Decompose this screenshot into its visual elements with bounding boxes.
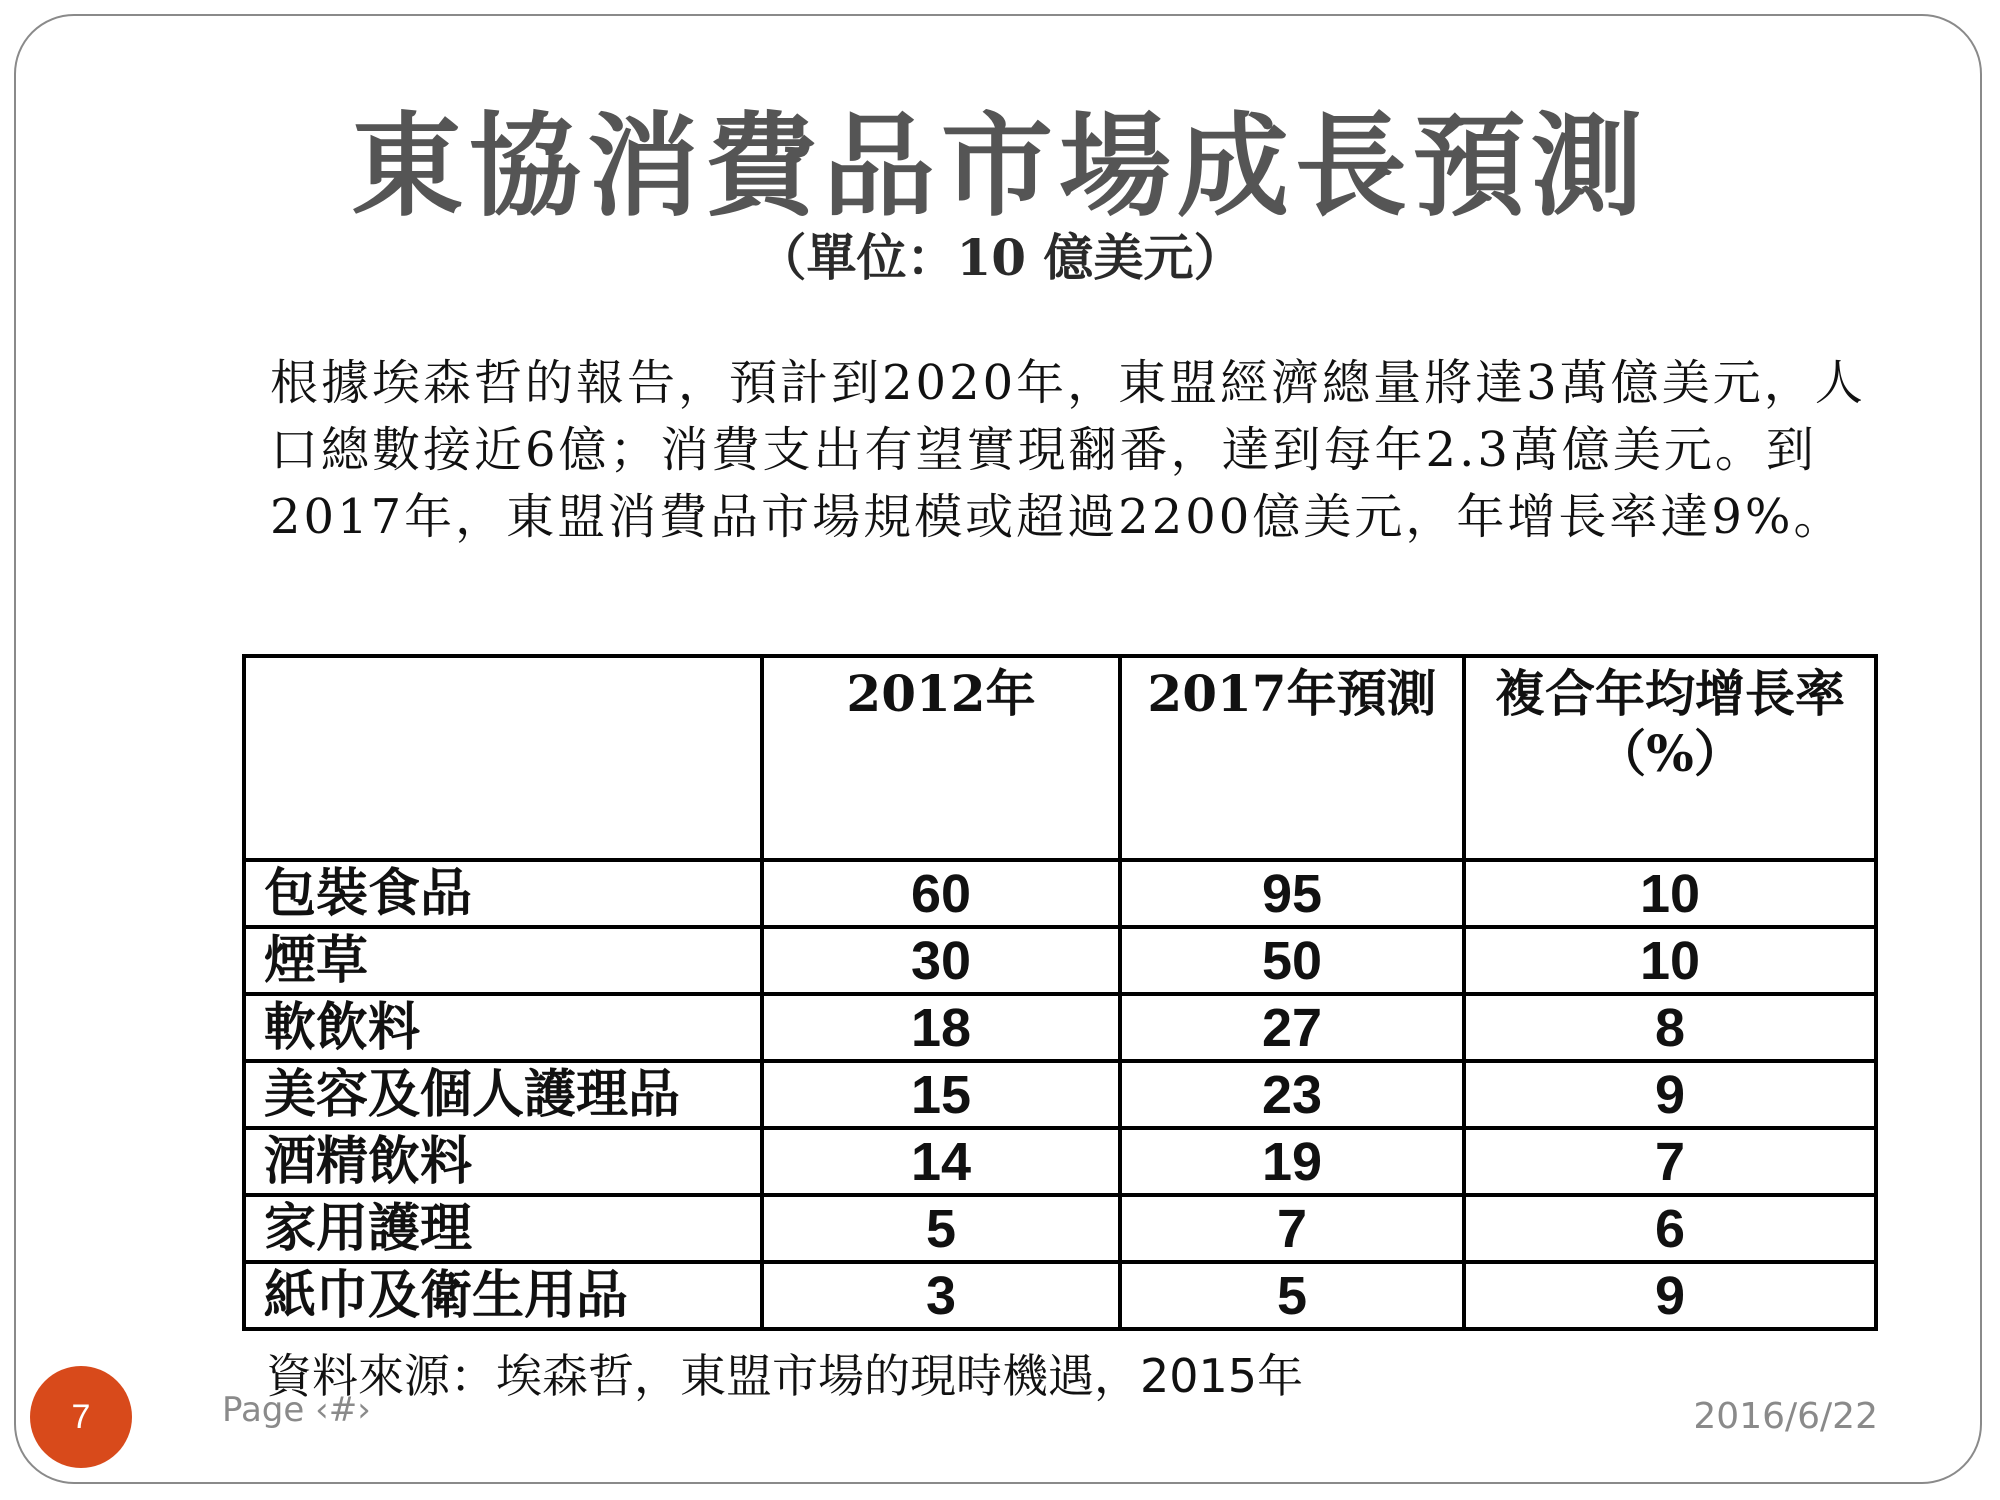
row-2017: 50: [1120, 927, 1464, 994]
header-cagr: 複合年均增長率（%）: [1464, 656, 1876, 860]
table-row: [244, 1262, 1876, 1329]
slide-subtitle: （單位：10 億美元）: [756, 228, 1244, 287]
row-cagr: 9: [1464, 1262, 1876, 1329]
header-category: [244, 656, 762, 860]
table-row: [244, 927, 1876, 994]
row-category: 煙草: [244, 927, 762, 994]
row-2012: 18: [762, 994, 1120, 1061]
row-category: 美容及個人護理品: [244, 1061, 762, 1128]
row-2012: 5: [762, 1195, 1120, 1262]
row-cagr: 6: [1464, 1195, 1876, 1262]
row-2017: 27: [1120, 994, 1464, 1061]
row-2017: 5: [1120, 1262, 1464, 1329]
row-2017: 95: [1120, 860, 1464, 927]
row-category: 紙巾及衛生用品: [244, 1262, 762, 1329]
row-2012: 15: [762, 1061, 1120, 1128]
slide-date: 2016/6/22: [1693, 1396, 1878, 1437]
table-row: [244, 1061, 1876, 1128]
header-2012: 2012年: [762, 656, 1120, 860]
page-label: Page ‹#›: [222, 1390, 371, 1430]
summary-paragraph: 根據埃森哲的報告，預計到2020年，東盟經濟總量將達3萬億美元，人口總數接近6億；消費支出有望實現翻番，達到每年2.3萬億美元。到2017年，東盟消費品市場規模或超過2200億美元，年增長率達9%。: [270, 355, 1866, 545]
row-2017: 23: [1120, 1061, 1464, 1128]
table-header-row: [244, 656, 1876, 860]
row-2012: 14: [762, 1128, 1120, 1195]
table-row: [244, 994, 1876, 1061]
page-number-badge: 7: [30, 1366, 132, 1468]
row-cagr: 8: [1464, 994, 1876, 1061]
table-row: [244, 860, 1876, 927]
row-category: 家用護理: [244, 1195, 762, 1262]
row-cagr: 10: [1464, 927, 1876, 994]
header-2017-forecast: 2017年預測: [1120, 656, 1464, 860]
row-2017: 19: [1120, 1128, 1464, 1195]
row-category: 包裝食品: [244, 860, 762, 927]
row-2012: 30: [762, 927, 1120, 994]
slide-title: 東協消費品市場成長預測: [351, 101, 1649, 232]
row-2017: 7: [1120, 1195, 1464, 1262]
row-category: 酒精飲料: [244, 1128, 762, 1195]
row-cagr: 7: [1464, 1128, 1876, 1195]
data-source-note: 資料來源：埃森哲，東盟市場的現時機遇，2015年: [266, 1349, 1304, 1403]
table-row: [244, 1128, 1876, 1195]
row-cagr: 9: [1464, 1061, 1876, 1128]
row-2012: 3: [762, 1262, 1120, 1329]
row-cagr: 10: [1464, 860, 1876, 927]
market-table: [242, 654, 1878, 1331]
row-category: 軟飲料: [244, 994, 762, 1061]
row-2012: 60: [762, 860, 1120, 927]
table-row: [244, 1195, 1876, 1262]
